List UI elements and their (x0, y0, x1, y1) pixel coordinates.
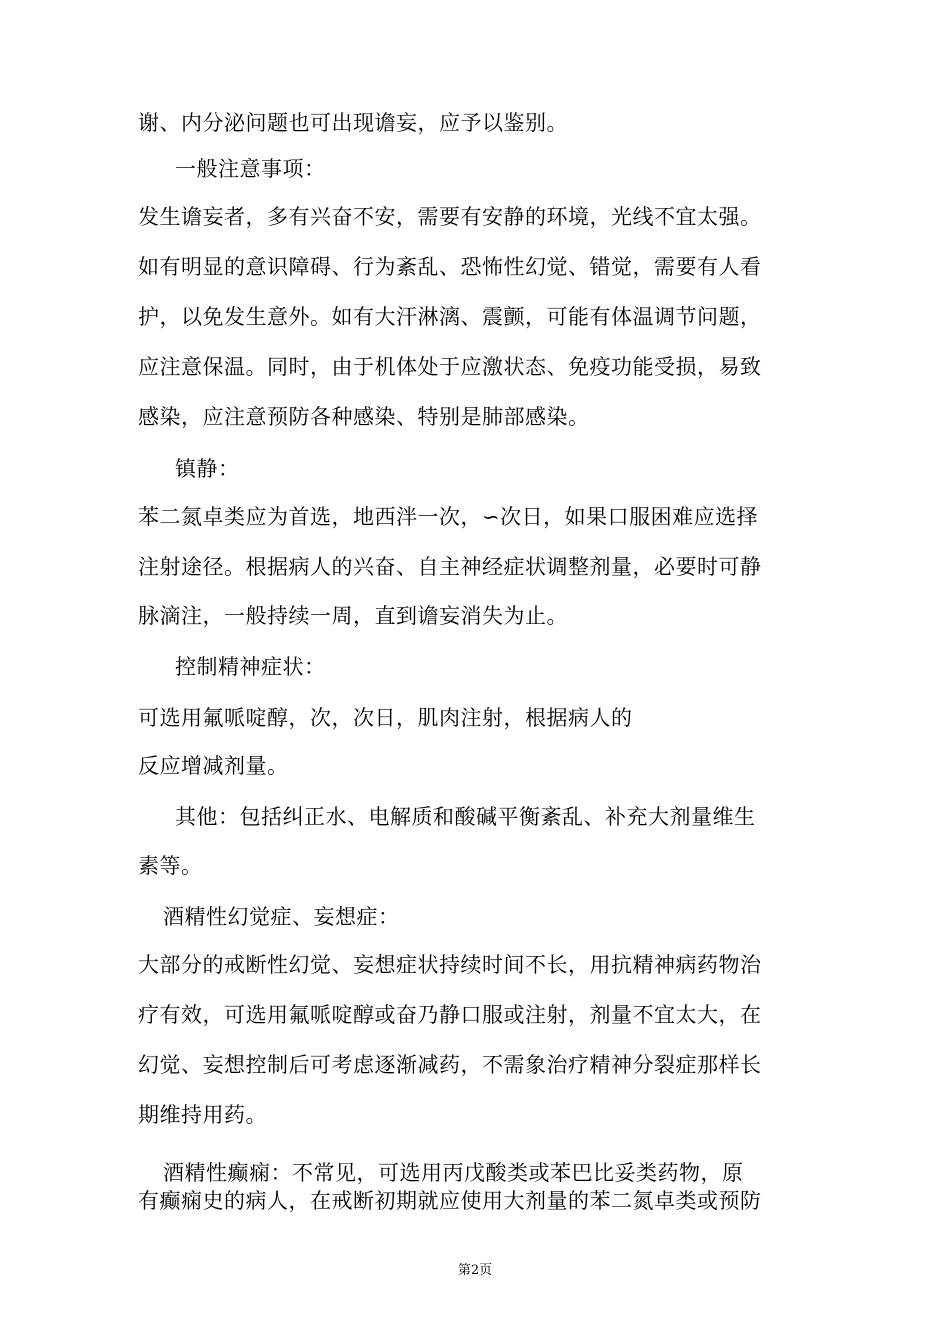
section-heading: 酒精性幻觉症、妄想症： (163, 905, 400, 929)
page-number: 第2页 (457, 1263, 493, 1278)
text-line: 脉滴注，一般持续一周，直到谵妄消失为止。 (138, 604, 568, 628)
text-line: 反应增减剂量。 (138, 754, 289, 778)
text-line: 大部分的戒断性幻觉、妄想症状持续时间不长，用抗精神病药物治 (138, 953, 762, 977)
text-line: 护，以免发生意外。如有大汗淋漓、震颤，可能有体温调节问题， (138, 305, 762, 329)
text-line: 素等。 (138, 854, 203, 878)
text-line: 发生谵妄者，多有兴奋不安，需要有安静的环境，光线不宜太强。 (138, 205, 762, 229)
section-heading: 控制精神症状： (175, 655, 326, 679)
text-line: 注射途径。根据病人的兴奋、自主神经症状调整剂量，必要时可静 (138, 555, 762, 579)
text-line: 有癫痫史的病人，在戒断初期就应使用大剂量的苯二氮卓类或预防 (138, 1189, 762, 1213)
text-line: 幻觉、妄想控制后可考虑逐渐减药，不需象治疗精神分裂症那样长 (138, 1053, 762, 1077)
section-heading: 一般注意事项： (175, 157, 326, 181)
text-line: 谢、内分泌问题也可出现谵妄，应予以鉴别。 (138, 111, 568, 135)
text-line: 酒精性癫痫：不常见，可选用丙戊酸类或苯巴比妥类药物，原 (163, 1161, 744, 1185)
text-line: 疗有效，可选用氟哌啶醇或奋乃静口服或注射，剂量不宜太大，在 (138, 1003, 762, 1027)
text-line: 应注意保温。同时，由于机体处于应激状态、免疫功能受损，易致 (138, 355, 762, 379)
text-line: 如有明显的意识障碍、行为紊乱、恐怖性幻觉、错觉，需要有人看 (138, 255, 762, 279)
text-line: 期维持用药。 (138, 1103, 267, 1127)
section-heading: 镇静： (175, 457, 240, 481)
text-line: 苯二氮卓类应为首选，地西泮一次，∽次日，如果口服困难应选择 (138, 505, 759, 529)
text-line: 可选用氟哌啶醇，次，次日，肌肉注射，根据病人的 (138, 706, 633, 730)
text-line: 其他：包括纠正水、电解质和酸碱平衡紊乱、补充大剂量维生 (175, 805, 756, 829)
text-line: 感染，应注意预防各种感染、特别是肺部感染。 (138, 405, 590, 429)
